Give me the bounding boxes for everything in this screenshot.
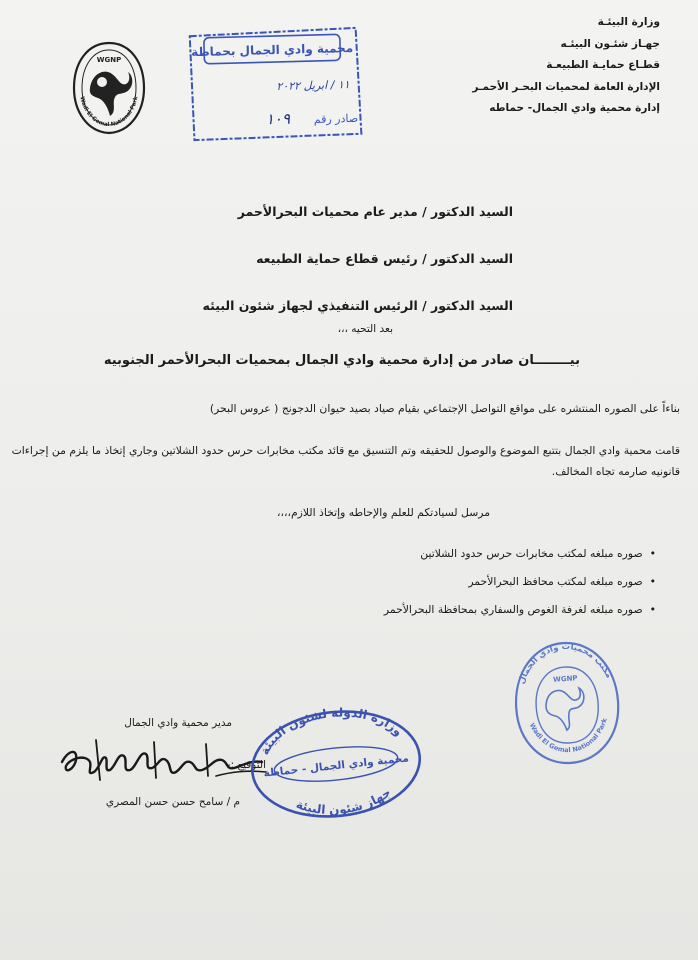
svg-text:وزارة الدولة لشئون البيئة — [253, 706, 407, 758]
stamp-top-date: ١١ / ابريل ٢٠٢٢ — [276, 78, 350, 93]
closing-line: مرسل لسيادتكم للعلم والإحاطه وإتخاذ اللازم،،،، — [277, 506, 490, 519]
stamp-bottom-top-text: وزارة الدولة لشئون البيئة — [257, 706, 406, 758]
cc-item: • صوره مبلغه لمكتب مخابرات حرس حدود الشلاتين — [326, 540, 656, 568]
stamp-top-title: محمية وادي الجمال بحماطة — [190, 40, 354, 60]
body-paragraph: بناءاً على الصوره المنتشره على مواقع التواصل الإجتماعي بقيام صياد بصيد حيوان الدجونج ( عروس البحر) — [209, 402, 680, 415]
recipient-line: السيد الدكتور / مدير عام محميات البحرالأحمر — [237, 204, 513, 219]
letterhead-line: جهـاز شئـون البيئـه — [560, 37, 660, 50]
stamp-top-number-label: صادر رقم — [313, 111, 359, 126]
letterhead-line: الإدارة العامة لمحميات البحـر الأحمـر — [472, 80, 660, 93]
letterhead-line: وزارة البيئـة — [597, 16, 660, 28]
handwritten-signature-icon — [56, 732, 271, 786]
ministry-stamp — [246, 706, 426, 822]
recipients — [153, 188, 513, 329]
greeting: بعد التحيه ،،، — [337, 323, 393, 335]
seal-arabic-text: مكتب محميات وادي الجمال — [516, 642, 614, 686]
cc-list — [326, 540, 656, 624]
logo-top-abbr: WGNP — [96, 56, 122, 64]
subject-line: بيــــــــان صادر من إدارة محمية وادي الجمال بمحميات البحرالأحمر الجنوبيه — [103, 353, 580, 368]
incoming-stamp — [185, 24, 365, 142]
park-logo-icon — [70, 40, 148, 136]
signatory-title: مدير محمية وادي الجمال — [124, 717, 232, 729]
recipient-line: السيد الدكتور / الرئيس التنفيذي لجهاز شئون البيئه — [202, 298, 513, 313]
cc-item: • صوره مبلغه لمكتب محافظ البحرالأحمر — [326, 568, 656, 596]
stamp-bottom-bottom-text: جهاز شئون البيئة — [294, 785, 394, 818]
body-paragraph: قامت محمية وادي الجمال بتتبع الموضوع والوصول للحقيقه وتم التنسيق مع قائد مكتب مخابرات حرس حدود الشلاتين وجاري إتخاذ ما يلزم من إجراءات قانونيه صارمه تجاه المخالف. — [11, 444, 680, 478]
cc-item: • صوره مبلغه لغرفة الغوص والسفاري بمحافظة البحرالأحمر — [326, 596, 656, 624]
signature-label: التوقيع :- — [226, 759, 266, 771]
seal-abbr: WGNP — [552, 674, 578, 684]
recipient-line: السيد الدكتور / رئيس قطاع حماية الطبيعه — [256, 251, 513, 266]
logo-top-ring-text: Wadi El Gemal National Park — [78, 95, 140, 129]
signatory-name: م / سامح حسن حسن المصري — [105, 796, 240, 808]
seal-ring-text: Wadi El Gemal National Park — [527, 717, 609, 755]
stamp-bottom-middle-text: محمية وادي الجمال - حماطة — [263, 752, 410, 780]
letterhead-line: إدارة محمية وادي الجمال- حماطه — [489, 102, 660, 114]
stamp-top-number: ١٠٩ — [265, 109, 291, 129]
letterhead — [420, 12, 660, 120]
letterhead-line: قطـاع حمايـة الطبيعـة — [546, 59, 660, 71]
park-seal-icon — [508, 637, 626, 769]
